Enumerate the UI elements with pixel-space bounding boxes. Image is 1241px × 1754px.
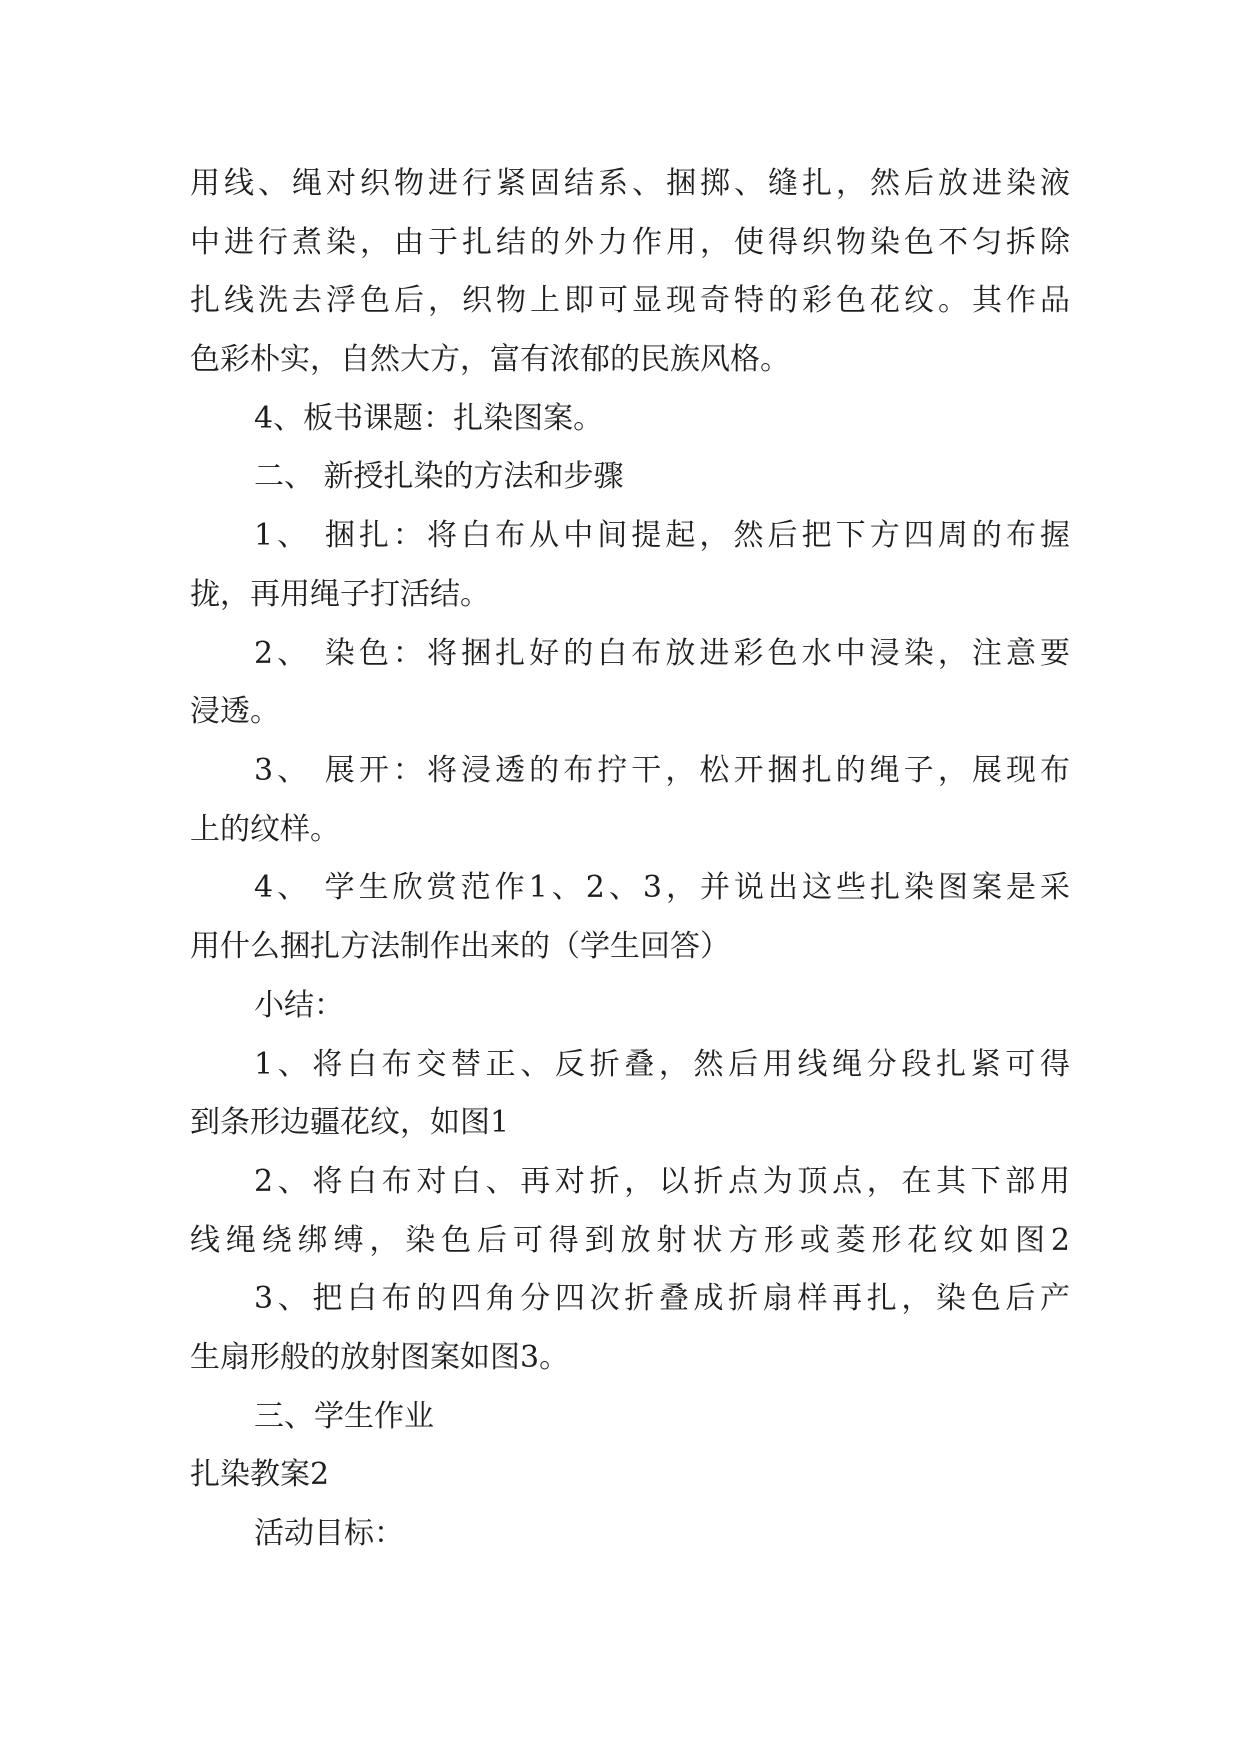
- text-line: 生扇形般的放射图案如图3。: [190, 1340, 570, 1375]
- text-line: 中进行煮染，由于扎结的外力作用，使得织物染色不匀拆除: [190, 225, 1070, 260]
- text-line: 1、将白布交替正、反折叠，然后用线绳分段扎紧可得: [254, 1047, 1070, 1082]
- text-line: 4、板书课题：扎染图案。: [254, 401, 604, 436]
- text-line: 上的纹样。: [190, 812, 340, 847]
- text-line: 2、将白布对白、再对折，以折点为顶点，在其下部用: [254, 1164, 1070, 1199]
- text-line: 到条形边疆花纹，如图1: [190, 1105, 510, 1140]
- section-heading: 活动目标：: [254, 1516, 404, 1551]
- text-line: 线绳绕绑缚，染色后可得到放射状方形或菱形花纹如图2: [190, 1223, 1070, 1258]
- text-line: 浸透。: [190, 694, 280, 729]
- text-line: 3、把白布的四角分四次折叠成折扇样再扎，染色后产: [254, 1281, 1070, 1316]
- text-line: 2、 染色：将捆扎好的白布放进彩色水中浸染，注意要: [254, 636, 1070, 671]
- document-title: 扎染教案2: [190, 1457, 330, 1492]
- text-line: 用线、绳对织物进行紧固结系、捆掷、缝扎，然后放进染液: [190, 166, 1070, 201]
- text-line: 用什么捆扎方法制作出来的（学生回答）: [190, 929, 730, 964]
- text-line: 1、 捆扎：将白布从中间提起，然后把下方四周的布握: [254, 518, 1070, 553]
- text-line: 3、 展开：将浸透的布拧干，松开捆扎的绳子，展现布: [254, 753, 1070, 788]
- text-line: 拢，再用绳子打活结。: [190, 577, 490, 612]
- text-line: 4、 学生欣赏范作1、2、3，并说出这些扎染图案是采: [254, 870, 1070, 905]
- text-line: 扎线洗去浮色后，织物上即可显现奇特的彩色花纹。其作品: [190, 283, 1070, 318]
- summary-heading: 小结：: [254, 988, 344, 1023]
- text-line: 色彩朴实，自然大方，富有浓郁的民族风格。: [190, 342, 790, 377]
- section-heading: 二、 新授扎染的方法和步骤: [254, 459, 624, 494]
- section-heading: 三、学生作业: [254, 1399, 434, 1434]
